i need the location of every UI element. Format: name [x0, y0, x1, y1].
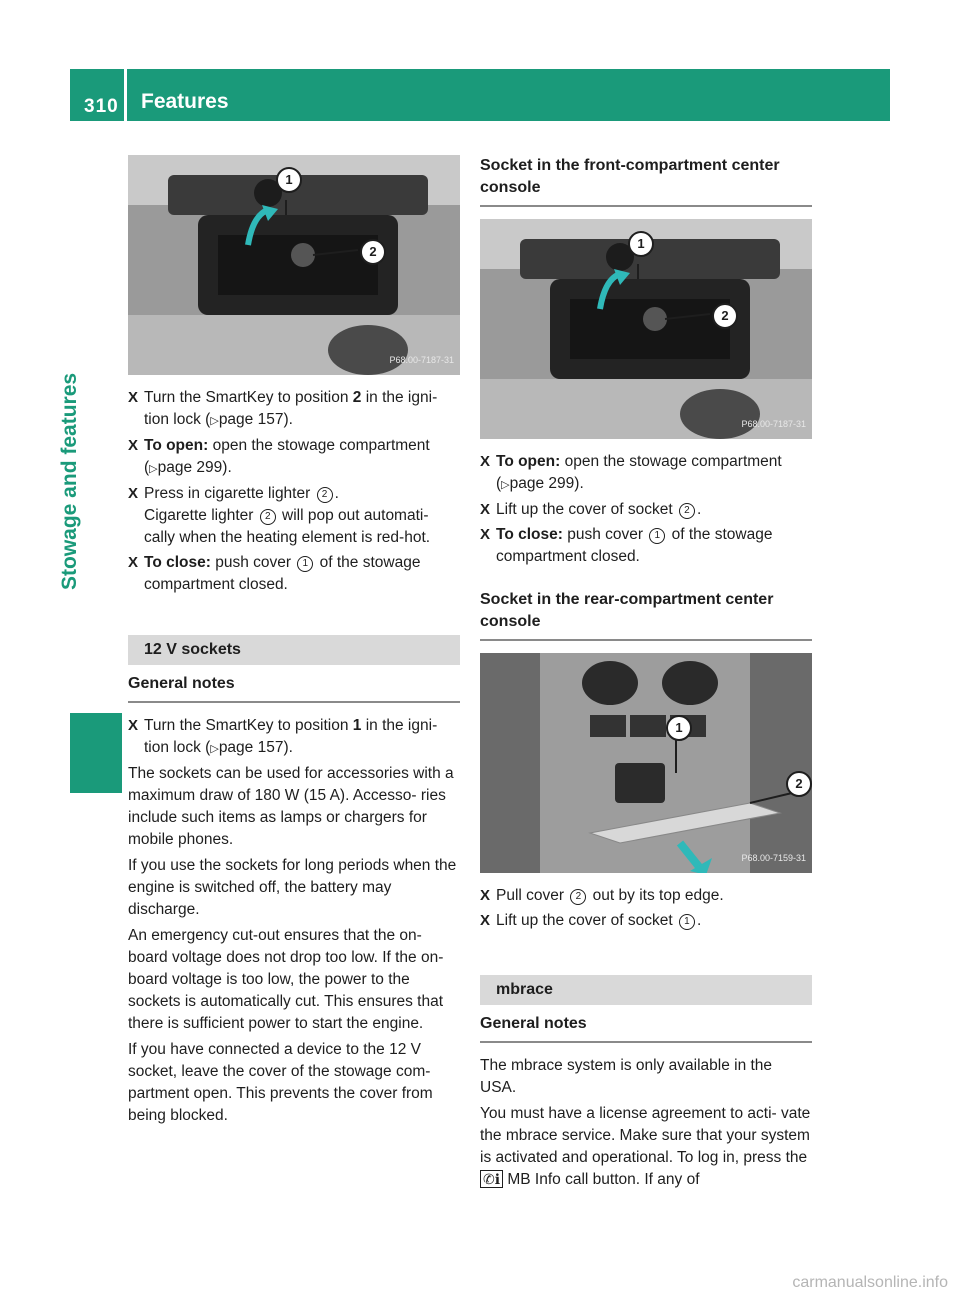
step-arrow-icon: X — [128, 485, 139, 502]
step-open: X To open: open the stowage compartment (▷page 299). — [128, 437, 430, 476]
photo-code: P68.00-7187-31 — [389, 355, 454, 365]
callout-1: 1 — [276, 167, 302, 193]
paragraph: The sockets can be used for accessories with a maximum draw of 180 W (15 A). Accesso- ries include such items as lamps or chargers for mobile phones. — [128, 765, 454, 848]
callout-2: 2 — [786, 771, 812, 797]
section-heading-mbrace: mbrace — [480, 975, 812, 1005]
step-arrow-icon: X — [128, 554, 139, 571]
rear-console-illustration — [480, 653, 812, 873]
step-turn-key-1: X Turn the SmartKey to position 1 in the igni- tion lock (▷page 157). — [128, 717, 438, 756]
photo-code: P68.00-7159-31 — [741, 853, 806, 863]
header-divider — [124, 69, 127, 121]
callout-1: 1 — [666, 715, 692, 741]
step-arrow-icon: X — [480, 526, 491, 543]
heading-front-socket: Socket in the front-compartment center console — [480, 155, 812, 207]
step-close: X To close: push cover 1 of the stowage compartment closed. — [480, 526, 773, 565]
page-ref-icon: ▷ — [501, 479, 510, 491]
section-title: Features — [141, 90, 229, 113]
paragraph: If you use the sockets for long periods when the engine is switched off, the battery may discharge. — [128, 857, 457, 918]
step-arrow-icon: X — [128, 717, 139, 734]
photo-code: P68.00-7187-31 — [741, 419, 806, 429]
paragraph: The mbrace system is only available in the USA. — [480, 1057, 773, 1096]
step-close: X To close: push cover 1 of the stowage compartment closed. — [128, 554, 421, 593]
heading-rear-socket: Socket in the rear-compartment center console — [480, 589, 812, 641]
callout-2: 2 — [360, 239, 386, 265]
step-lift-cover: X Lift up the cover of socket 1 . — [480, 910, 812, 932]
step-arrow-icon: X — [480, 453, 491, 470]
rear-console-photo — [480, 653, 812, 873]
sub-heading-general-notes: General notes — [128, 673, 460, 703]
page-ref-icon: ▷ — [210, 415, 219, 427]
left-column — [128, 155, 460, 1131]
side-tab-block — [70, 713, 122, 793]
side-tab-label: Stowage and features — [58, 372, 81, 590]
paragraph: An emergency cut-out ensures that the on- board voltage does not drop too low. If the on- board voltage is too low, the power to the sockets is automatically cut. This ensures that there is sufficient power to start the engine. — [128, 927, 444, 1032]
paragraph: If you have connected a device to the 12 V socket, leave the cover of the stowage com- partment open. This prevents the cover from being blocked. — [128, 1041, 433, 1124]
callout-1: 1 — [628, 231, 654, 257]
phone-info-icon: ✆ℹ — [480, 1170, 503, 1188]
step-turn-key: X Turn the SmartKey to position 2 in the igni- tion lock (▷page 157). — [128, 389, 438, 428]
front-console-photo-left — [128, 155, 460, 375]
watermark: carmanualsonline.info — [792, 1274, 948, 1291]
page-ref-icon: ▷ — [210, 743, 219, 755]
step-pull-cover: X Pull cover 2 out by its top edge. — [480, 885, 812, 907]
front-console-photo-right — [480, 219, 812, 439]
step-arrow-icon: X — [128, 437, 139, 454]
page-ref-icon: ▷ — [149, 463, 158, 475]
sub-heading-general-notes: General notes — [480, 1013, 812, 1043]
paragraph: You must have a license agreement to acti- vate the mbrace service. Make sure that your system is activated and operational. To log in, press the ✆ℹ MB Info call button. If any of — [480, 1105, 811, 1188]
step-lift-cover: X Lift up the cover of socket 2 . — [480, 499, 812, 521]
right-column — [480, 155, 812, 1195]
step-arrow-icon: X — [480, 501, 491, 518]
section-heading-12v: 12 V sockets — [128, 635, 460, 665]
step-press-lighter: X Press in cigarette lighter 2 . Cigarette lighter 2 will pop out automati- cally when the heating element is red-hot. — [128, 485, 431, 546]
step-arrow-icon: X — [480, 887, 491, 904]
callout-2: 2 — [712, 303, 738, 329]
page-number: 310 — [84, 96, 119, 117]
step-arrow-icon: X — [480, 912, 491, 929]
step-arrow-icon: X — [128, 389, 139, 406]
step-open: X To open: open the stowage compartment (▷page 299). — [480, 453, 782, 492]
